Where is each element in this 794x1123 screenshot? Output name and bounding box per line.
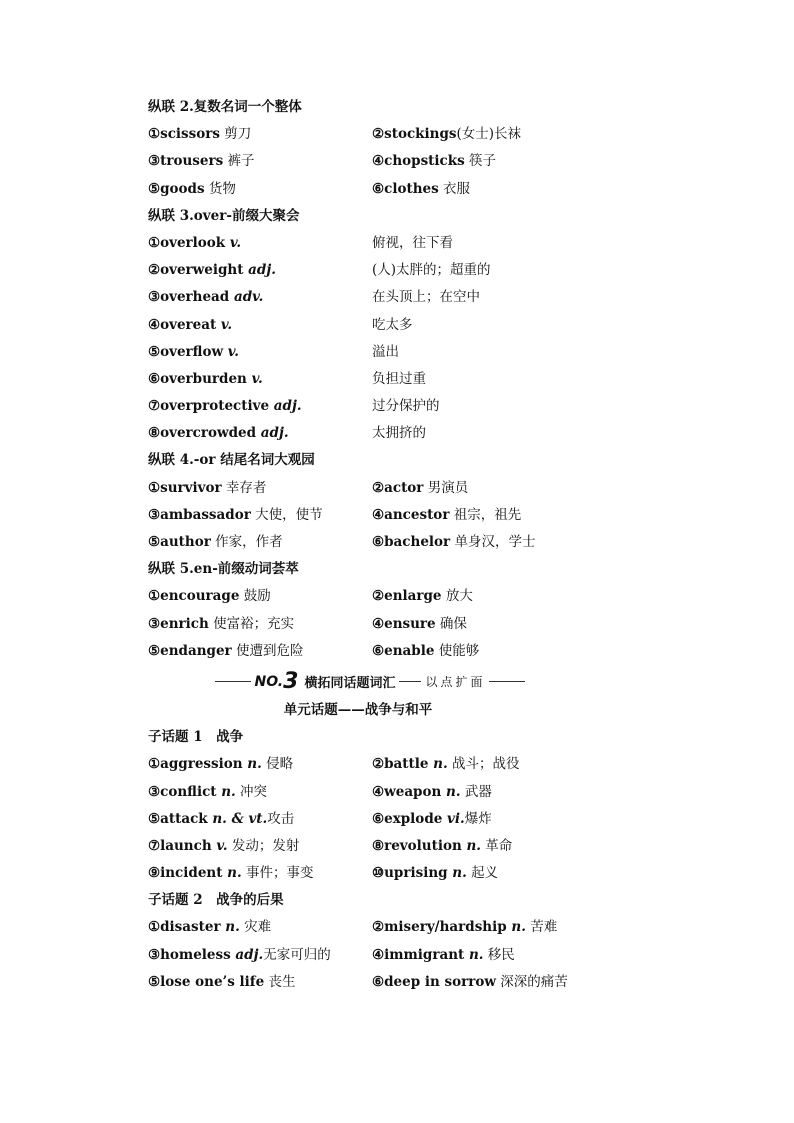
vocab-meaning: (女士)长袜: [456, 126, 522, 143]
vocab-meaning: 苦难: [525, 919, 558, 936]
vocab-word: ⑥enable: [372, 642, 435, 659]
unit-topic-title: 单元话题——战争与和平: [283, 701, 433, 718]
vocab-row: [148, 148, 628, 175]
banner-title: 横拓同话题词汇: [304, 676, 396, 692]
vocab-word: ①disaster: [148, 919, 221, 936]
vocab-word: ③ambassador: [148, 506, 251, 523]
vocab-row: [148, 611, 628, 638]
subtopic-heading-consequences: 子话题 2 战争的后果: [148, 892, 284, 909]
vocab-word: ④chopsticks: [372, 153, 465, 170]
vocab-word: ⑤goods: [148, 180, 205, 197]
vocab-word: ①aggression: [148, 756, 243, 773]
vocab-row: [148, 284, 628, 311]
vocab-meaning: 冲突: [235, 783, 268, 800]
vocab-meaning: 战斗；战役: [447, 756, 520, 773]
part-of-speech: v.: [246, 370, 263, 387]
vocab-row: [148, 806, 628, 833]
vocab-meaning: 大使，使节: [250, 506, 323, 523]
vocab-word: ②overweight: [148, 262, 244, 279]
vocab-meaning: 衣服: [438, 180, 470, 197]
vocab-meaning: 裤子: [223, 153, 255, 170]
section-heading-or-suffix: 纵联 4.-or 结尾名词大观园: [148, 452, 315, 469]
vocab-meaning: 剪刀: [219, 126, 252, 143]
part-of-speech: v.: [225, 234, 242, 251]
document-page: [148, 94, 628, 996]
part-of-speech: adj.: [269, 398, 302, 415]
vocab-meaning: 爆炸: [464, 810, 492, 827]
vocab-word: ④ensure: [372, 615, 436, 632]
vocab-word: ⑦overprotective: [148, 398, 270, 415]
vocab-word: ⑤overflow: [148, 343, 224, 360]
vocab-row: [148, 860, 628, 887]
part-of-speech: n.: [441, 783, 461, 800]
vocab-word: ④weapon: [372, 783, 442, 800]
vocab-meaning: 起义: [466, 865, 499, 882]
vocab-meaning: (人)太胖的；超重的: [372, 262, 491, 279]
vocab-row: [148, 475, 628, 502]
vocab-word: ①survivor: [148, 479, 222, 496]
vocab-word: ②battle: [372, 756, 429, 773]
vocab-word: ⑨incident: [148, 865, 223, 882]
vocab-meaning: 确保: [435, 615, 467, 632]
vocab-word: ⑤author: [148, 534, 211, 550]
vocab-meaning: 作家，作者: [210, 534, 283, 550]
part-of-speech: adj.: [243, 262, 276, 279]
vocab-meaning: 深深的痛苦: [495, 973, 568, 990]
vocab-row: [148, 502, 628, 529]
vocab-word: ③enrich: [148, 615, 209, 632]
vocab-meaning: 丧生: [264, 973, 296, 990]
subtopic-heading-war: 子话题 1 战争: [148, 729, 244, 746]
banner-subtitle: 以点扩面: [425, 675, 486, 690]
vocab-word: ④ancestor: [372, 506, 450, 523]
vocab-meaning: 使遭到危险: [231, 642, 304, 659]
vocab-word: ⑥clothes: [372, 180, 439, 197]
vocab-row: [148, 339, 628, 366]
vocab-word: ⑦launch: [148, 837, 212, 854]
vocab-word: ⑤endanger: [148, 642, 232, 659]
vocab-meaning: 单身汉，学士: [450, 534, 536, 550]
part-of-speech: n.: [506, 919, 526, 936]
vocab-word: ⑤attack: [148, 810, 208, 827]
vocab-word: ③homeless: [148, 946, 231, 963]
vocab-meaning: 武器: [460, 783, 492, 800]
vocab-word: ⑧overcrowded: [148, 425, 257, 442]
vocab-word: ①scissors: [148, 126, 220, 143]
vocab-word: ⑩uprising: [372, 865, 448, 882]
vocab-word: ④overeat: [148, 316, 217, 333]
vocab-row: [148, 121, 628, 148]
vocab-meaning: 侵略: [261, 756, 294, 773]
vocab-row: [148, 969, 628, 996]
vocab-meaning: 祖宗，祖先: [449, 506, 522, 523]
vocab-meaning: 在头顶上；在空中: [372, 289, 480, 306]
vocab-meaning: 男演员: [423, 479, 469, 496]
section-banner: [110, 667, 630, 697]
part-of-speech: v.: [211, 837, 228, 854]
vocab-row: [148, 638, 628, 665]
banner-rule-left: [215, 681, 251, 682]
vocab-row: [148, 420, 628, 447]
vocab-word: ③overhead: [148, 289, 230, 306]
section-heading-over-prefix: 纵联 3.over-前缀大聚会: [148, 207, 300, 224]
vocab-row: [148, 230, 628, 257]
vocab-meaning: 革命: [481, 837, 513, 854]
part-of-speech: adv.: [229, 289, 264, 306]
vocab-meaning: 过分保护的: [372, 398, 440, 415]
vocab-word: ⑥explode: [372, 810, 443, 827]
vocab-word: ⑤lose one’s life: [148, 973, 265, 990]
vocab-row: [148, 751, 628, 778]
part-of-speech: adj.: [230, 946, 264, 963]
vocab-meaning: 无家可归的: [263, 946, 331, 963]
part-of-speech: n.: [222, 865, 242, 882]
vocab-meaning: 发动；发射: [227, 837, 300, 854]
section-heading-en-prefix: 纵联 5.en-前缀动词荟萃: [148, 561, 299, 578]
vocab-meaning: 攻击: [267, 810, 295, 827]
banner-number: 3: [283, 669, 299, 695]
part-of-speech: n.: [428, 756, 448, 773]
vocab-word: ①encourage: [148, 588, 240, 605]
vocab-meaning: 移民: [483, 946, 515, 963]
vocab-meaning: 使富裕；充实: [208, 615, 295, 632]
part-of-speech: adj.: [256, 425, 289, 442]
vocab-meaning: 鼓励: [239, 588, 271, 605]
banner-rule-mid: [399, 681, 421, 682]
vocab-meaning: 负担过重: [372, 370, 426, 387]
part-of-speech: v.: [216, 316, 233, 333]
banner-rule-right: [489, 681, 525, 682]
part-of-speech: v.: [223, 343, 239, 360]
vocab-row: [148, 393, 628, 420]
vocab-word: ⑥overburden: [148, 370, 247, 387]
vocab-meaning: 俯视，往下看: [372, 234, 453, 251]
vocab-row: [148, 366, 628, 393]
vocab-meaning: 筷子: [464, 153, 497, 170]
vocab-meaning: 吃太多: [372, 316, 413, 333]
vocab-meaning: 幸存者: [221, 479, 267, 496]
part-of-speech: n.: [464, 946, 484, 963]
part-of-speech: n.: [220, 919, 240, 936]
vocab-row: [148, 914, 628, 941]
vocab-meaning: 溢出: [372, 343, 399, 360]
section-heading-plural-nouns: 纵联 2.复数名词一个整体: [148, 99, 302, 115]
part-of-speech: n.: [216, 783, 236, 800]
vocab-meaning: 使能够: [434, 642, 480, 659]
vocab-word: ①overlook: [148, 234, 226, 251]
vocab-word: ④immigrant: [372, 946, 465, 963]
vocab-meaning: 灾难: [239, 919, 272, 936]
part-of-speech: n. & vt.: [207, 810, 268, 827]
vocab-word: ⑧revolution: [372, 837, 462, 854]
vocab-meaning: 事件；事变: [241, 865, 314, 882]
vocab-word: ③conflict: [148, 783, 217, 800]
vocab-row: [148, 257, 628, 284]
vocab-meaning: 放大: [441, 588, 473, 605]
vocab-word: ②actor: [372, 479, 424, 496]
vocab-row: [148, 176, 628, 203]
vocab-row: [148, 529, 628, 556]
vocab-meaning: 太拥挤的: [372, 425, 426, 442]
banner-no-label: NO.: [254, 673, 284, 690]
vocab-word: ⑥bachelor: [372, 534, 451, 550]
vocab-row: [148, 779, 628, 806]
vocab-word: ②misery/hardship: [372, 919, 507, 936]
vocab-row: [148, 833, 628, 860]
vocab-row: [148, 583, 628, 610]
vocab-word: ②stockings: [372, 126, 457, 143]
vocab-meaning: 货物: [204, 180, 236, 197]
part-of-speech: n.: [461, 837, 481, 854]
vocab-word: ③trousers: [148, 153, 224, 170]
vocab-row: [148, 312, 628, 339]
vocab-word: ②enlarge: [372, 588, 442, 605]
part-of-speech: n.: [242, 756, 262, 773]
vocab-row: [148, 942, 628, 969]
part-of-speech: n.: [447, 865, 467, 882]
part-of-speech: vi.: [442, 810, 465, 827]
vocab-word: ⑥deep in sorrow: [372, 973, 496, 990]
